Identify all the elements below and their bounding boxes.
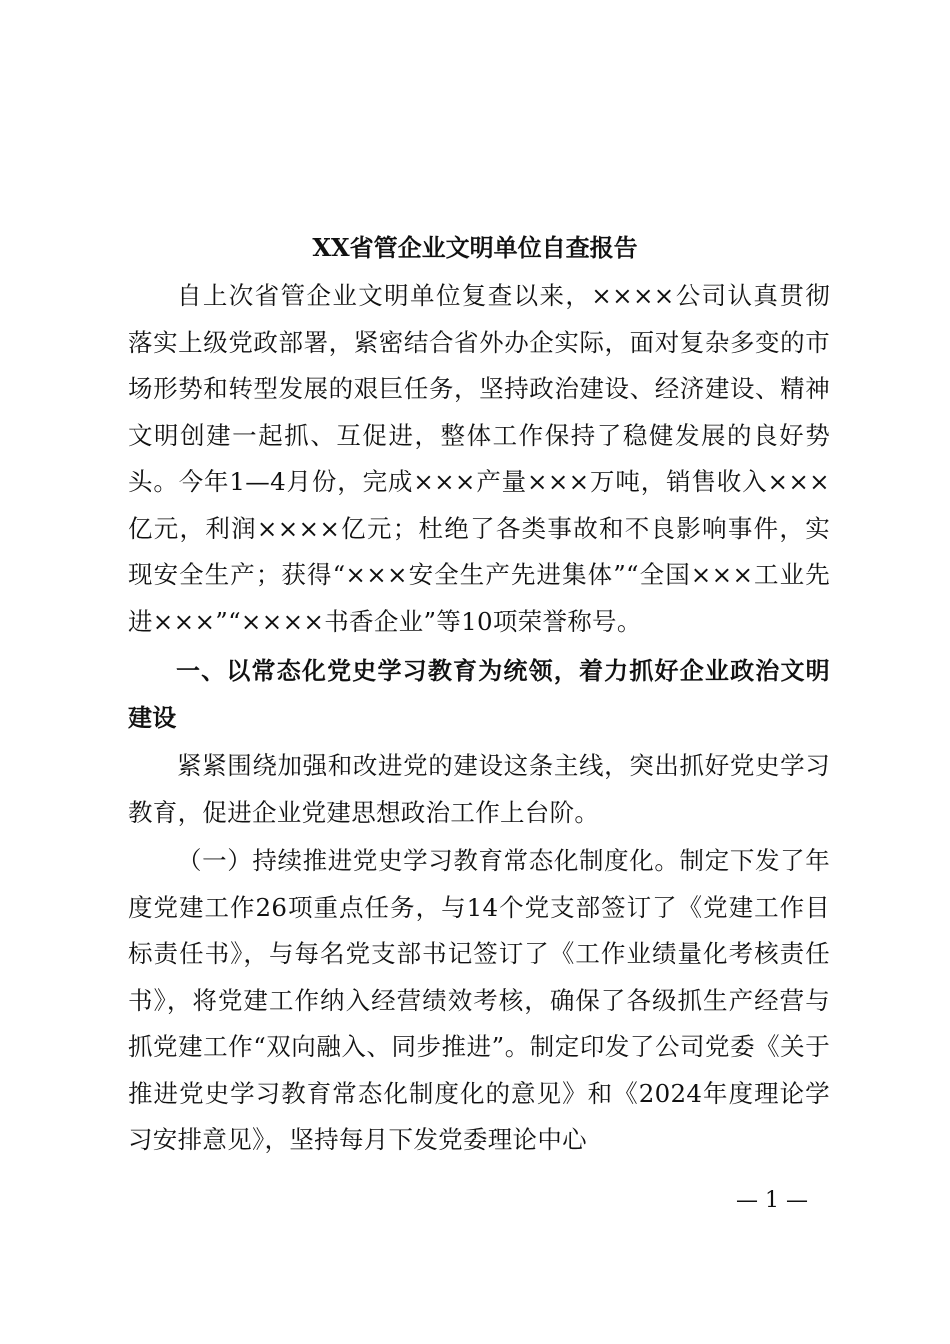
document-title: XX省管企业文明单位自查报告 [312, 233, 638, 262]
section-heading: 一、以常态化党史学习教育为统领，着力抓好企业政治文明建设 [128, 657, 830, 732]
page-number: — 1 — [736, 1188, 808, 1213]
intro-paragraph: 自上次省管企业文明单位复查以来，××××公司认真贯彻落实上级党政部署，紧密结合省外办企实际，面对复杂多变的市场形势和转型发展的艰巨任务，坚持政治建设、经济建设、精神文明创建一起抓、互促进，整体工作保持了稳健发展的良好势头。今年1—4月份，完成×××产量×××万吨，销售收入×××亿元，利润××××亿元；杜绝了各类事故和不良影响事件，实现安全生产；获得“×××安全生产先进集体”“全国×××工业先进×××”“××××书香企业”等10项荣誉称号。 [128, 281, 830, 636]
section-intro-paragraph: 紧紧围绕加强和改进党的建设这条主线，突出抓好党史学习教育，促进企业党建思想政治工作上台阶。 [128, 751, 830, 827]
document-body [128, 273, 830, 1164]
subsection-paragraph: （一）持续推进党史学习教育常态化制度化。制定下发了年度党建工作26项重点任务，与14个党支部签订了《党建工作目标责任书》，与每名党支部书记签订了《工作业绩量化考核责任书》，将党建工作纳入经营绩效考核，确保了各级抓生产经营与抓党建工作“双向融入、同步推进”。制定印发了公司党委《关于推进党史学习教育常态化制度化的意见》和《2024年度理论学习安排意见》，坚持每月下发党委理论中心 [128, 846, 830, 1154]
